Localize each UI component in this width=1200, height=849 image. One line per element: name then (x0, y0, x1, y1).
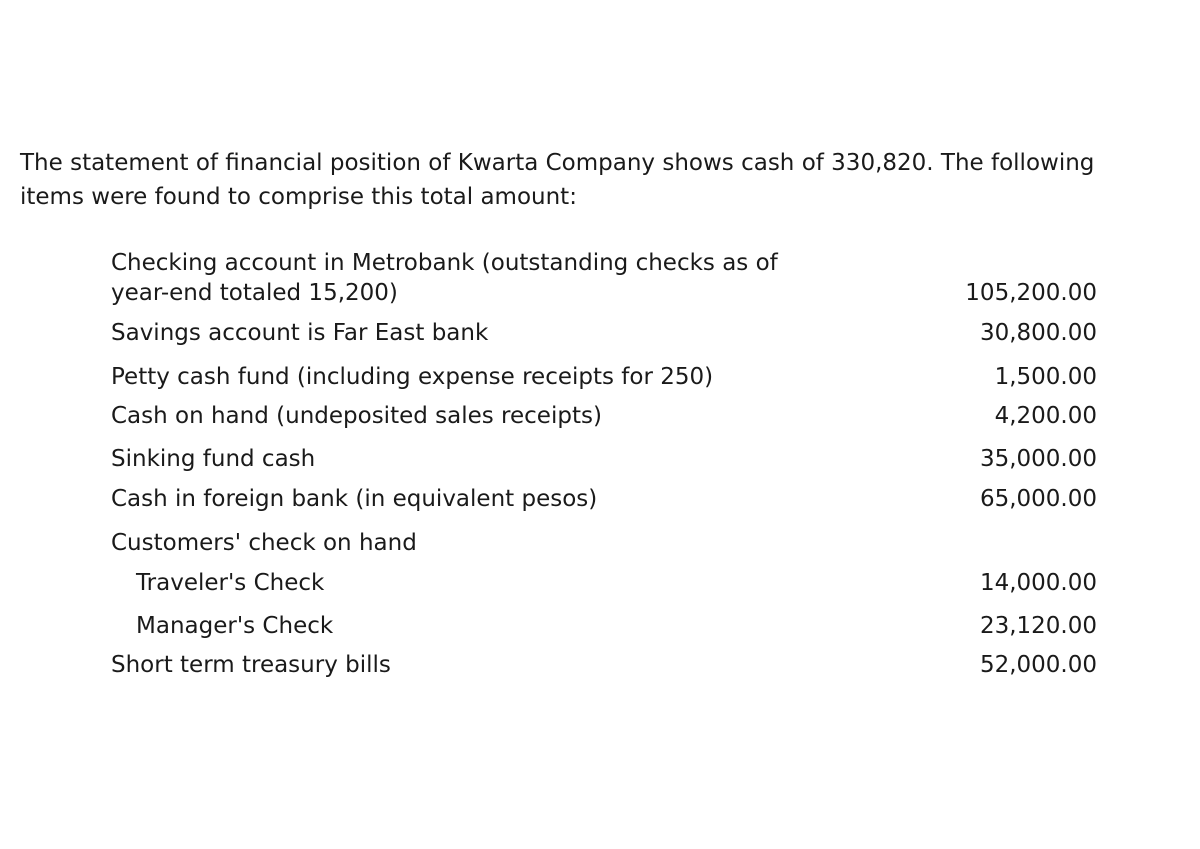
item-label: Manager's Check (136, 613, 334, 639)
item-label: Cash on hand (undeposited sales receipts) (111, 403, 602, 429)
item-amount: 4,200.00 (994, 403, 1097, 429)
item-label: Savings account is Far East bank (111, 320, 489, 346)
item-amount: 52,000.00 (979, 652, 1097, 678)
intro-line-2: items were found to comprise this total amount: (20, 184, 577, 210)
list-item (111, 318, 1097, 348)
list-item (111, 444, 1097, 474)
list-item (111, 528, 1097, 558)
list-item (111, 401, 1097, 431)
item-label: Traveler's Check (136, 570, 325, 596)
item-label: Sinking fund cash (111, 446, 316, 472)
item-label: Cash in foreign bank (in equivalent pesos) (111, 486, 598, 512)
list-item (111, 650, 1097, 680)
item-label: Short term treasury bills (111, 652, 391, 678)
item-amount: 14,000.00 (979, 570, 1097, 596)
item-amount: 65,000.00 (979, 486, 1097, 512)
list-item (111, 248, 1097, 308)
problem-statement (20, 146, 1195, 214)
intro-line-1: The statement of financial position of Kwarta Company shows cash of 330,820. The following (20, 150, 1095, 176)
item-label-line-2: year-end totaled 15,200) (111, 280, 398, 306)
item-label: Petty cash fund (including expense receipts for 250) (111, 364, 714, 390)
item-label: Customers' check on hand (111, 530, 417, 556)
list-item (111, 568, 1097, 598)
item-amount: 105,200.00 (965, 280, 1097, 306)
item-amount: 23,120.00 (979, 613, 1097, 639)
list-item (111, 611, 1097, 641)
list-item (111, 484, 1097, 514)
item-amount: 30,800.00 (979, 320, 1097, 346)
list-item (111, 362, 1097, 392)
item-label (111, 248, 778, 308)
item-amount: 35,000.00 (979, 446, 1097, 472)
item-label-line-1: Checking account in Metrobank (outstanding checks as of (111, 250, 778, 276)
item-amount: 1,500.00 (994, 364, 1097, 390)
